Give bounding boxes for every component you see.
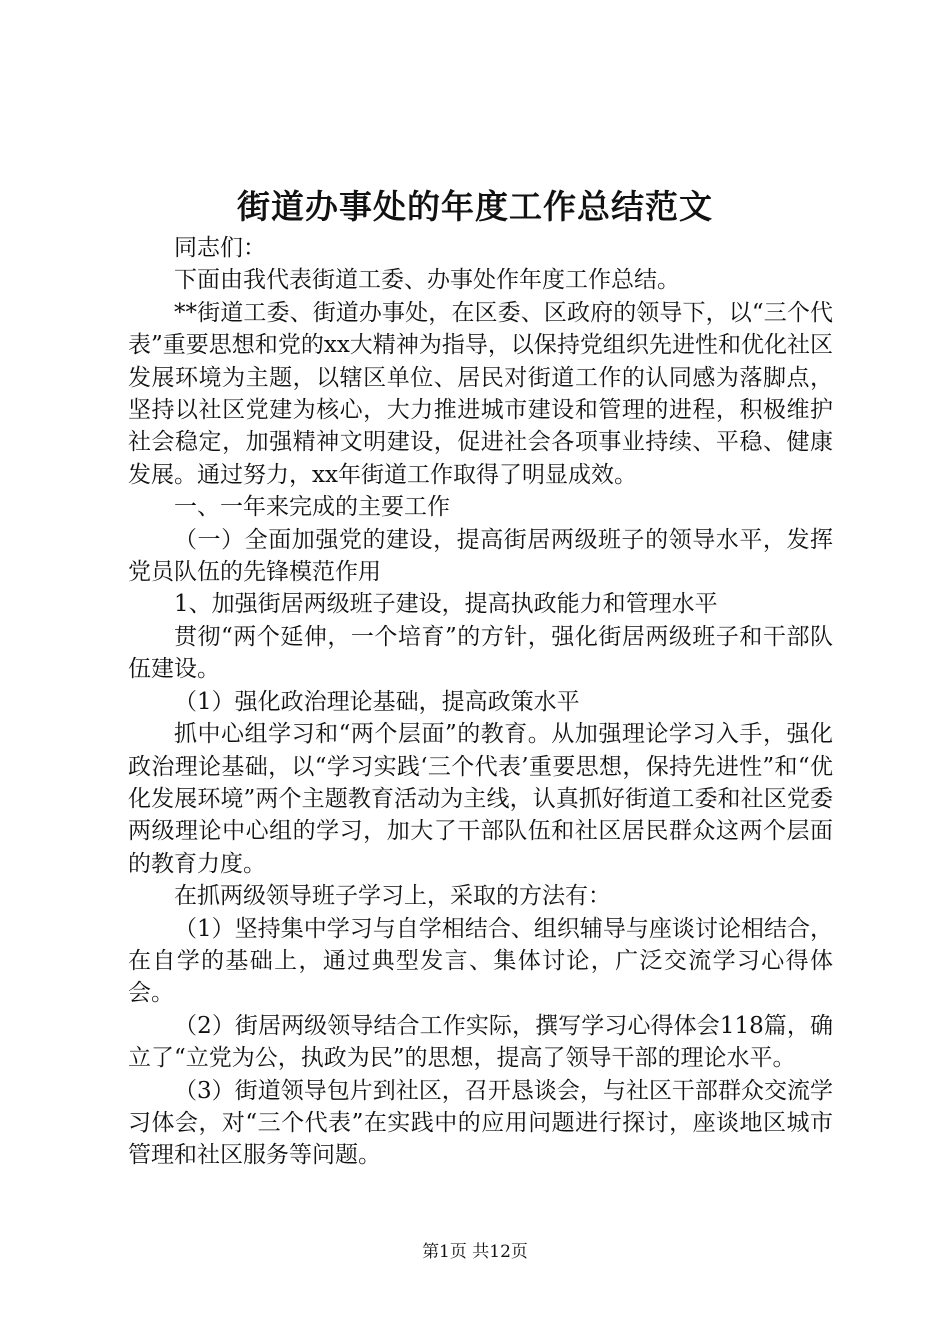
list-item: （3）街道领导包片到社区，召开恳谈会，与社区干部群众交流学习体会，对“三个代表”在实践中的应用问题进行探讨，座谈地区城市管理和社区服务等问题。 — [128, 1077, 833, 1169]
page-footer: 第1页 共12页 — [422, 1242, 528, 1262]
list-item: （1）坚持集中学习与自学相结合、组织辅导与座谈讨论相结合，在自学的基础上，通过典型发言、集体讨论，广泛交流学习心得体会。 — [128, 915, 833, 1007]
list-item: （2）街居两级领导结合工作实际，撰写学习心得体会118篇，确立了“立党为公，执政为民”的思想，提高了领导干部的理论水平。 — [128, 1012, 833, 1072]
document-title: 街道办事处的年度工作总结范文 — [237, 187, 713, 226]
paragraph: 贯彻“两个延伸，一个培育”的方针，强化街居两级班子和干部队伍建设。 — [128, 623, 833, 683]
paragraph: **街道工委、街道办事处，在区委、区政府的领导下，以“三个代表”重要思想和党的xx大精神为指导，以保持党组织先进性和优化社区发展环境为主题，以辖区单位、居民对街道工作的认同感为落脚点，坚持以社区党建为核心，大力推进城市建设和管理的进程，积极维护社会稳定，加强精神文明建设，促进社会各项事业持续、平稳、健康发展。通过努力，xx年街道工作取得了明显成效。 — [128, 299, 833, 488]
paragraph: 同志们： — [174, 235, 266, 261]
paragraph: 在抓两级领导班子学习上，采取的方法有： — [174, 883, 611, 910]
document-body — [128, 232, 833, 1172]
section-heading: 一、一年来完成的主要工作 — [174, 494, 450, 521]
item-heading: 1、加强街居两级班子建设，提高执政能力和管理水平 — [174, 591, 718, 618]
subsection-heading: （一）全面加强党的建设，提高街居两级班子的领导水平，发挥党员队伍的先锋模范作用 — [128, 526, 833, 586]
item-heading: （1）强化政治理论基础，提高政策水平 — [174, 688, 580, 715]
paragraph: 下面由我代表街道工委、办事处作年度工作总结。 — [174, 267, 680, 294]
paragraph: 抓中心组学习和“两个层面”的教育。从加强理论学习入手，强化政治理论基础，以“学习实践‘三个代表’重要思想，保持先进性”和“优化发展环境”两个主题教育活动为主线，认真抓好街道工委和社区党委两级理论中心组的学习，加大了干部队伍和社区居民群众这两个层面的教育力度。 — [128, 721, 833, 877]
